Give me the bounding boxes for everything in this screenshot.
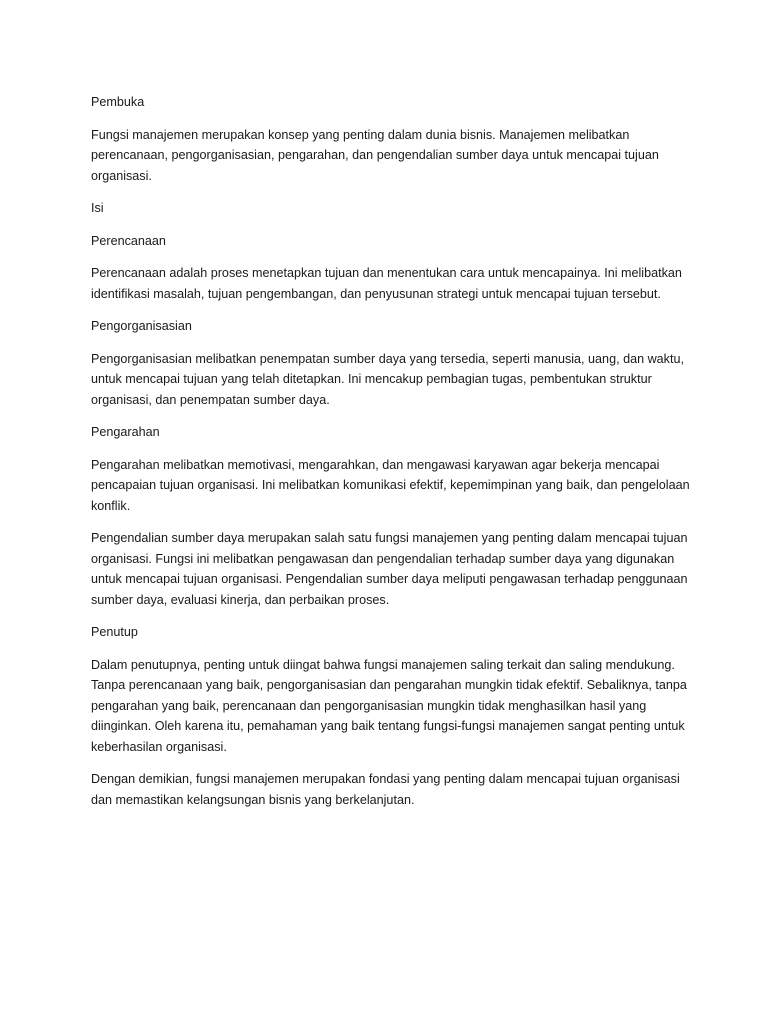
heading-pengorganisasian: Pengorganisasian xyxy=(91,319,192,333)
paragraph-pengorganisasian: Pengorganisasian melibatkan penempatan sumber daya yang tersedia, seperti manusia, uang, dan waktu, untuk mencapai tujuan yang telah ditetapkan. Ini mencakup pembagian tugas, pembentukan struktur organisasi, dan penempatan sumber daya. xyxy=(91,351,684,407)
heading-pengarahan: Pengarahan xyxy=(91,425,160,439)
paragraph-pengarahan: Pengarahan melibatkan memotivasi, mengarahkan, dan mengawasi karyawan agar bekerja mencapai pencapaian tujuan organisasi. Ini melibatkan komunikasi efektif, kepemimpinan yang baik, dan pengelolaan konflik. xyxy=(91,457,690,513)
heading-perencanaan: Perencanaan xyxy=(91,233,166,248)
paragraph-perencanaan: Perencanaan adalah proses menetapkan tujuan dan menentukan cara untuk mencapainya. Ini melibatkan identifikasi masalah, tujuan pengembangan, dan penyusunan strategi untuk mencapai tujuan tersebut. xyxy=(91,266,682,301)
paragraph-pengendalian: Pengendalian sumber daya merupakan salah satu fungsi manajemen yang penting dalam mencapai tujuan organisasi. Fungsi ini melibatkan pengawasan dan pengendalian terhadap sumber daya yang digunakan untuk mencapai tujuan organisasi. Pengendalian sumber daya meliputi pengawasan terhadap penggunaan sumber daya, evaluasi kinerja, dan perbaikan proses. xyxy=(91,531,688,607)
paragraph-pembuka: Fungsi manajemen merupakan konsep yang penting dalam dunia bisnis. Manajemen melibatkan perencanaan, pengorganisasian, pengarahan, dan pengendalian sumber daya untuk mencapai tujuan organisasi. xyxy=(91,127,659,183)
paragraph-kesimpulan: Dengan demikian, fungsi manajemen merupakan fondasi yang penting dalam mencapai tujuan organisasi dan memastikan kelangsungan bisnis yang berkelanjutan. xyxy=(91,772,680,807)
paragraph-penutup: Dalam penutupnya, penting untuk diingat bahwa fungsi manajemen saling terkait dan saling mendukung. Tanpa perencanaan yang baik, pengorganisasian dan pengarahan mungkin tidak efektif. Sebaliknya, tanpa pengarahan yang baik, perencanaan dan pengorganisasian mungkin tidak menghasilkan hasil yang diinginkan. Oleh karena itu, pemahaman yang baik tentang fungsi-fungsi manajemen sangat penting untuk keberhasilan organisasi. xyxy=(91,657,687,754)
heading-penutup: Penutup xyxy=(91,625,138,639)
heading-pembuka: Pembuka xyxy=(91,95,145,109)
document-body xyxy=(91,92,691,822)
heading-isi: Isi xyxy=(91,201,104,215)
